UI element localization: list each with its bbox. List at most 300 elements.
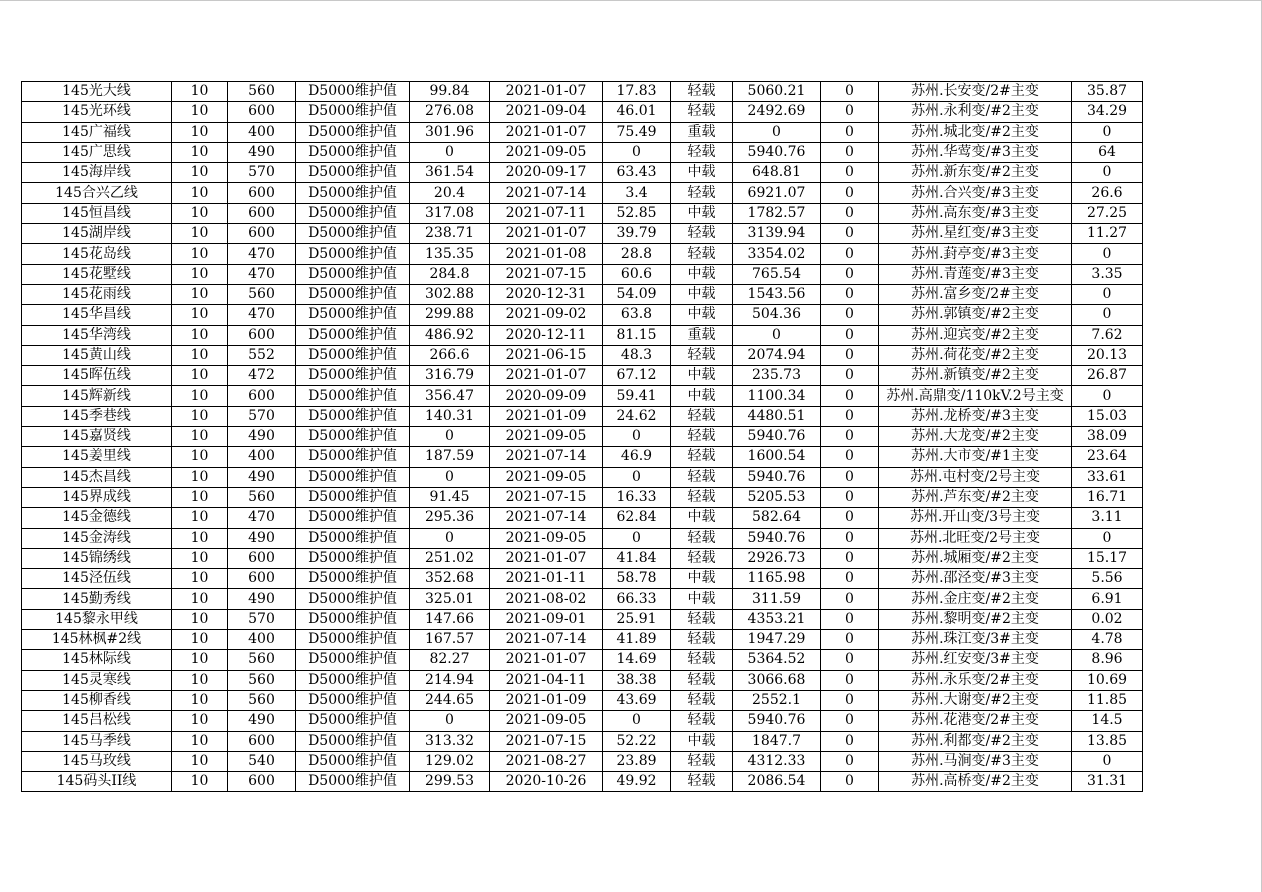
load-status-cell[interactable]: 轻载 <box>671 711 733 731</box>
feeder-name-cell[interactable]: 145花岛线 <box>22 244 172 264</box>
voltage-cell[interactable]: 10 <box>172 284 228 304</box>
load-status-cell[interactable]: 中载 <box>671 305 733 325</box>
feeder-name-cell[interactable]: 145花墅线 <box>22 264 172 284</box>
date-cell[interactable]: 2021-01-07 <box>490 366 603 386</box>
zero-value-cell[interactable]: 0 <box>821 427 879 447</box>
max-current-cell[interactable]: 0 <box>410 711 490 731</box>
last-value-cell[interactable]: 0 <box>1072 751 1143 771</box>
feeder-name-cell[interactable]: 145黎永甲线 <box>22 609 172 629</box>
date-cell[interactable]: 2021-08-27 <box>490 751 603 771</box>
date-cell[interactable]: 2021-07-14 <box>490 183 603 203</box>
last-value-cell[interactable]: 3.11 <box>1072 508 1143 528</box>
max-current-cell[interactable]: 284.8 <box>410 264 490 284</box>
last-value-cell[interactable]: 20.13 <box>1072 345 1143 365</box>
max-current-cell[interactable]: 352.68 <box>410 569 490 589</box>
feeder-name-cell[interactable]: 145林际线 <box>22 650 172 670</box>
load-status-cell[interactable]: 重载 <box>671 325 733 345</box>
date-cell[interactable]: 2021-09-05 <box>490 467 603 487</box>
date-cell[interactable]: 2021-07-14 <box>490 447 603 467</box>
available-capacity-cell[interactable]: 5205.53 <box>733 487 821 507</box>
max-current-cell[interactable]: 317.08 <box>410 203 490 223</box>
substation-transformer-cell[interactable]: 苏州.龙桥变/#3主变 <box>879 406 1072 426</box>
load-rate-cell[interactable]: 0 <box>603 467 671 487</box>
date-cell[interactable]: 2020-09-09 <box>490 386 603 406</box>
zero-value-cell[interactable]: 0 <box>821 122 879 142</box>
max-current-cell[interactable]: 266.6 <box>410 345 490 365</box>
substation-transformer-cell[interactable]: 苏州.珠江变/3#主变 <box>879 630 1072 650</box>
available-capacity-cell[interactable]: 5940.76 <box>733 142 821 162</box>
voltage-cell[interactable]: 10 <box>172 264 228 284</box>
feeder-name-cell[interactable]: 145马季线 <box>22 731 172 751</box>
load-status-cell[interactable]: 轻载 <box>671 751 733 771</box>
load-status-cell[interactable]: 轻载 <box>671 82 733 102</box>
rated-capacity-cell[interactable]: 570 <box>228 406 296 426</box>
source-cell[interactable]: D5000维护值 <box>296 670 410 690</box>
rated-capacity-cell[interactable]: 400 <box>228 122 296 142</box>
available-capacity-cell[interactable]: 1165.98 <box>733 569 821 589</box>
available-capacity-cell[interactable]: 311.59 <box>733 589 821 609</box>
source-cell[interactable]: D5000维护值 <box>296 528 410 548</box>
rated-capacity-cell[interactable]: 470 <box>228 264 296 284</box>
load-rate-cell[interactable]: 67.12 <box>603 366 671 386</box>
date-cell[interactable]: 2021-01-08 <box>490 244 603 264</box>
voltage-cell[interactable]: 10 <box>172 528 228 548</box>
last-value-cell[interactable]: 0 <box>1072 122 1143 142</box>
load-rate-cell[interactable]: 38.38 <box>603 670 671 690</box>
rated-capacity-cell[interactable]: 600 <box>228 183 296 203</box>
voltage-cell[interactable]: 10 <box>172 305 228 325</box>
load-status-cell[interactable]: 轻载 <box>671 345 733 365</box>
available-capacity-cell[interactable]: 582.64 <box>733 508 821 528</box>
last-value-cell[interactable]: 0 <box>1072 386 1143 406</box>
rated-capacity-cell[interactable]: 560 <box>228 487 296 507</box>
max-current-cell[interactable]: 302.88 <box>410 284 490 304</box>
voltage-cell[interactable]: 10 <box>172 427 228 447</box>
last-value-cell[interactable]: 15.03 <box>1072 406 1143 426</box>
last-value-cell[interactable]: 8.96 <box>1072 650 1143 670</box>
load-rate-cell[interactable]: 66.33 <box>603 589 671 609</box>
available-capacity-cell[interactable]: 4353.21 <box>733 609 821 629</box>
rated-capacity-cell[interactable]: 570 <box>228 163 296 183</box>
available-capacity-cell[interactable]: 0 <box>733 122 821 142</box>
source-cell[interactable]: D5000维护值 <box>296 244 410 264</box>
source-cell[interactable]: D5000维护值 <box>296 589 410 609</box>
load-rate-cell[interactable]: 46.9 <box>603 447 671 467</box>
last-value-cell[interactable]: 13.85 <box>1072 731 1143 751</box>
source-cell[interactable]: D5000维护值 <box>296 650 410 670</box>
available-capacity-cell[interactable]: 5940.76 <box>733 528 821 548</box>
voltage-cell[interactable]: 10 <box>172 447 228 467</box>
rated-capacity-cell[interactable]: 600 <box>228 224 296 244</box>
substation-transformer-cell[interactable]: 苏州.大市变/#1主变 <box>879 447 1072 467</box>
last-value-cell[interactable]: 0.02 <box>1072 609 1143 629</box>
source-cell[interactable]: D5000维护值 <box>296 102 410 122</box>
max-current-cell[interactable]: 214.94 <box>410 670 490 690</box>
load-rate-cell[interactable]: 0 <box>603 528 671 548</box>
last-value-cell[interactable]: 7.62 <box>1072 325 1143 345</box>
rated-capacity-cell[interactable]: 600 <box>228 569 296 589</box>
date-cell[interactable]: 2021-07-11 <box>490 203 603 223</box>
last-value-cell[interactable]: 10.69 <box>1072 670 1143 690</box>
date-cell[interactable]: 2020-12-11 <box>490 325 603 345</box>
feeder-name-cell[interactable]: 145码头II线 <box>22 772 172 792</box>
source-cell[interactable]: D5000维护值 <box>296 284 410 304</box>
feeder-name-cell[interactable]: 145灵寒线 <box>22 670 172 690</box>
load-status-cell[interactable]: 重载 <box>671 122 733 142</box>
source-cell[interactable]: D5000维护值 <box>296 183 410 203</box>
substation-transformer-cell[interactable]: 苏州.青莲变/#3主变 <box>879 264 1072 284</box>
rated-capacity-cell[interactable]: 490 <box>228 589 296 609</box>
zero-value-cell[interactable]: 0 <box>821 163 879 183</box>
available-capacity-cell[interactable]: 2492.69 <box>733 102 821 122</box>
substation-transformer-cell[interactable]: 苏州.高桥变/#2主变 <box>879 772 1072 792</box>
feeder-name-cell[interactable]: 145季巷线 <box>22 406 172 426</box>
source-cell[interactable]: D5000维护值 <box>296 487 410 507</box>
voltage-cell[interactable]: 10 <box>172 487 228 507</box>
last-value-cell[interactable]: 26.6 <box>1072 183 1143 203</box>
available-capacity-cell[interactable]: 5364.52 <box>733 650 821 670</box>
zero-value-cell[interactable]: 0 <box>821 609 879 629</box>
substation-transformer-cell[interactable]: 苏州.星红变/#3主变 <box>879 224 1072 244</box>
max-current-cell[interactable]: 0 <box>410 528 490 548</box>
available-capacity-cell[interactable]: 1847.7 <box>733 731 821 751</box>
load-rate-cell[interactable]: 0 <box>603 427 671 447</box>
last-value-cell[interactable]: 6.91 <box>1072 589 1143 609</box>
date-cell[interactable]: 2021-01-09 <box>490 406 603 426</box>
voltage-cell[interactable]: 10 <box>172 203 228 223</box>
substation-transformer-cell[interactable]: 苏州.富乡变/2#主变 <box>879 284 1072 304</box>
source-cell[interactable]: D5000维护值 <box>296 325 410 345</box>
date-cell[interactable]: 2021-01-07 <box>490 224 603 244</box>
date-cell[interactable]: 2021-07-15 <box>490 264 603 284</box>
load-status-cell[interactable]: 轻载 <box>671 548 733 568</box>
feeder-name-cell[interactable]: 145界成线 <box>22 487 172 507</box>
voltage-cell[interactable]: 10 <box>172 589 228 609</box>
available-capacity-cell[interactable]: 5060.21 <box>733 82 821 102</box>
zero-value-cell[interactable]: 0 <box>821 751 879 771</box>
max-current-cell[interactable]: 0 <box>410 142 490 162</box>
load-rate-cell[interactable]: 24.62 <box>603 406 671 426</box>
zero-value-cell[interactable]: 0 <box>821 244 879 264</box>
feeder-name-cell[interactable]: 145金德线 <box>22 508 172 528</box>
source-cell[interactable]: D5000维护值 <box>296 711 410 731</box>
load-status-cell[interactable]: 中载 <box>671 731 733 751</box>
available-capacity-cell[interactable]: 504.36 <box>733 305 821 325</box>
substation-transformer-cell[interactable]: 苏州.高东变/#3主变 <box>879 203 1072 223</box>
date-cell[interactable]: 2021-09-05 <box>490 528 603 548</box>
rated-capacity-cell[interactable]: 540 <box>228 751 296 771</box>
voltage-cell[interactable]: 10 <box>172 650 228 670</box>
last-value-cell[interactable]: 5.56 <box>1072 569 1143 589</box>
load-status-cell[interactable]: 中载 <box>671 163 733 183</box>
voltage-cell[interactable]: 10 <box>172 224 228 244</box>
date-cell[interactable]: 2021-09-05 <box>490 427 603 447</box>
substation-transformer-cell[interactable]: 苏州.黎明变/#2主变 <box>879 609 1072 629</box>
substation-transformer-cell[interactable]: 苏州.北旺变/2号主变 <box>879 528 1072 548</box>
date-cell[interactable]: 2020-09-17 <box>490 163 603 183</box>
zero-value-cell[interactable]: 0 <box>821 711 879 731</box>
last-value-cell[interactable]: 4.78 <box>1072 630 1143 650</box>
max-current-cell[interactable]: 361.54 <box>410 163 490 183</box>
feeder-name-cell[interactable]: 145光环线 <box>22 102 172 122</box>
voltage-cell[interactable]: 10 <box>172 122 228 142</box>
max-current-cell[interactable]: 251.02 <box>410 548 490 568</box>
source-cell[interactable]: D5000维护值 <box>296 82 410 102</box>
zero-value-cell[interactable]: 0 <box>821 203 879 223</box>
last-value-cell[interactable]: 15.17 <box>1072 548 1143 568</box>
substation-transformer-cell[interactable]: 苏州.高鼎变/110kV.2号主变 <box>879 386 1072 406</box>
feeder-name-cell[interactable]: 145广福线 <box>22 122 172 142</box>
voltage-cell[interactable]: 10 <box>172 731 228 751</box>
voltage-cell[interactable]: 10 <box>172 569 228 589</box>
last-value-cell[interactable]: 0 <box>1072 528 1143 548</box>
load-status-cell[interactable]: 轻载 <box>671 528 733 548</box>
zero-value-cell[interactable]: 0 <box>821 82 879 102</box>
load-rate-cell[interactable]: 62.84 <box>603 508 671 528</box>
voltage-cell[interactable]: 10 <box>172 406 228 426</box>
last-value-cell[interactable]: 11.27 <box>1072 224 1143 244</box>
max-current-cell[interactable]: 129.02 <box>410 751 490 771</box>
voltage-cell[interactable]: 10 <box>172 548 228 568</box>
voltage-cell[interactable]: 10 <box>172 609 228 629</box>
max-current-cell[interactable]: 301.96 <box>410 122 490 142</box>
last-value-cell[interactable]: 38.09 <box>1072 427 1143 447</box>
load-rate-cell[interactable]: 54.09 <box>603 284 671 304</box>
feeder-name-cell[interactable]: 145吕松线 <box>22 711 172 731</box>
voltage-cell[interactable]: 10 <box>172 163 228 183</box>
voltage-cell[interactable]: 10 <box>172 142 228 162</box>
date-cell[interactable]: 2020-12-31 <box>490 284 603 304</box>
rated-capacity-cell[interactable]: 400 <box>228 447 296 467</box>
feeder-name-cell[interactable]: 145金涛线 <box>22 528 172 548</box>
voltage-cell[interactable]: 10 <box>172 102 228 122</box>
zero-value-cell[interactable]: 0 <box>821 447 879 467</box>
available-capacity-cell[interactable]: 2552.1 <box>733 690 821 710</box>
feeder-name-cell[interactable]: 145恒昌线 <box>22 203 172 223</box>
substation-transformer-cell[interactable]: 苏州.花港变/2#主变 <box>879 711 1072 731</box>
last-value-cell[interactable]: 35.87 <box>1072 82 1143 102</box>
load-status-cell[interactable]: 中载 <box>671 203 733 223</box>
available-capacity-cell[interactable]: 1543.56 <box>733 284 821 304</box>
substation-transformer-cell[interactable]: 苏州.迎宾变/#2主变 <box>879 325 1072 345</box>
rated-capacity-cell[interactable]: 490 <box>228 142 296 162</box>
max-current-cell[interactable]: 356.47 <box>410 386 490 406</box>
rated-capacity-cell[interactable]: 560 <box>228 670 296 690</box>
voltage-cell[interactable]: 10 <box>172 183 228 203</box>
source-cell[interactable]: D5000维护值 <box>296 406 410 426</box>
source-cell[interactable]: D5000维护值 <box>296 772 410 792</box>
rated-capacity-cell[interactable]: 470 <box>228 508 296 528</box>
rated-capacity-cell[interactable]: 490 <box>228 711 296 731</box>
substation-transformer-cell[interactable]: 苏州.芦东变/#2主变 <box>879 487 1072 507</box>
rated-capacity-cell[interactable]: 400 <box>228 630 296 650</box>
substation-transformer-cell[interactable]: 苏州.荷花变/#2主变 <box>879 345 1072 365</box>
max-current-cell[interactable]: 135.35 <box>410 244 490 264</box>
source-cell[interactable]: D5000维护值 <box>296 122 410 142</box>
load-rate-cell[interactable]: 16.33 <box>603 487 671 507</box>
max-current-cell[interactable]: 99.84 <box>410 82 490 102</box>
source-cell[interactable]: D5000维护值 <box>296 224 410 244</box>
max-current-cell[interactable]: 147.66 <box>410 609 490 629</box>
source-cell[interactable]: D5000维护值 <box>296 630 410 650</box>
date-cell[interactable]: 2021-09-05 <box>490 711 603 731</box>
zero-value-cell[interactable]: 0 <box>821 305 879 325</box>
load-rate-cell[interactable]: 63.43 <box>603 163 671 183</box>
max-current-cell[interactable]: 276.08 <box>410 102 490 122</box>
available-capacity-cell[interactable]: 2926.73 <box>733 548 821 568</box>
available-capacity-cell[interactable]: 2086.54 <box>733 772 821 792</box>
date-cell[interactable]: 2021-09-04 <box>490 102 603 122</box>
source-cell[interactable]: D5000维护值 <box>296 548 410 568</box>
max-current-cell[interactable]: 0 <box>410 427 490 447</box>
voltage-cell[interactable]: 10 <box>172 670 228 690</box>
zero-value-cell[interactable]: 0 <box>821 224 879 244</box>
feeder-name-cell[interactable]: 145柳香线 <box>22 690 172 710</box>
source-cell[interactable]: D5000维护值 <box>296 366 410 386</box>
date-cell[interactable]: 2021-01-09 <box>490 690 603 710</box>
load-rate-cell[interactable]: 41.84 <box>603 548 671 568</box>
date-cell[interactable]: 2021-04-11 <box>490 670 603 690</box>
load-rate-cell[interactable]: 49.92 <box>603 772 671 792</box>
zero-value-cell[interactable]: 0 <box>821 548 879 568</box>
available-capacity-cell[interactable]: 765.54 <box>733 264 821 284</box>
rated-capacity-cell[interactable]: 560 <box>228 284 296 304</box>
feeder-name-cell[interactable]: 145合兴乙线 <box>22 183 172 203</box>
load-rate-cell[interactable]: 58.78 <box>603 569 671 589</box>
rated-capacity-cell[interactable]: 490 <box>228 427 296 447</box>
available-capacity-cell[interactable]: 1947.29 <box>733 630 821 650</box>
substation-transformer-cell[interactable]: 苏州.屯村变/2号主变 <box>879 467 1072 487</box>
load-status-cell[interactable]: 轻载 <box>671 772 733 792</box>
feeder-name-cell[interactable]: 145杰昌线 <box>22 467 172 487</box>
load-rate-cell[interactable]: 46.01 <box>603 102 671 122</box>
substation-transformer-cell[interactable]: 苏州.利都变/#2主变 <box>879 731 1072 751</box>
max-current-cell[interactable]: 20.4 <box>410 183 490 203</box>
max-current-cell[interactable]: 82.27 <box>410 650 490 670</box>
load-status-cell[interactable]: 轻载 <box>671 183 733 203</box>
available-capacity-cell[interactable]: 4480.51 <box>733 406 821 426</box>
load-rate-cell[interactable]: 28.8 <box>603 244 671 264</box>
load-status-cell[interactable]: 中载 <box>671 386 733 406</box>
zero-value-cell[interactable]: 0 <box>821 508 879 528</box>
last-value-cell[interactable]: 0 <box>1072 284 1143 304</box>
max-current-cell[interactable]: 313.32 <box>410 731 490 751</box>
zero-value-cell[interactable]: 0 <box>821 345 879 365</box>
substation-transformer-cell[interactable]: 苏州.长安变/2#主变 <box>879 82 1072 102</box>
available-capacity-cell[interactable]: 4312.33 <box>733 751 821 771</box>
date-cell[interactable]: 2021-01-07 <box>490 548 603 568</box>
source-cell[interactable]: D5000维护值 <box>296 345 410 365</box>
source-cell[interactable]: D5000维护值 <box>296 305 410 325</box>
date-cell[interactable]: 2021-07-15 <box>490 487 603 507</box>
max-current-cell[interactable]: 238.71 <box>410 224 490 244</box>
load-rate-cell[interactable]: 75.49 <box>603 122 671 142</box>
load-rate-cell[interactable]: 25.91 <box>603 609 671 629</box>
feeder-name-cell[interactable]: 145晖伍线 <box>22 366 172 386</box>
zero-value-cell[interactable]: 0 <box>821 569 879 589</box>
load-rate-cell[interactable]: 17.83 <box>603 82 671 102</box>
available-capacity-cell[interactable]: 3066.68 <box>733 670 821 690</box>
load-status-cell[interactable]: 轻载 <box>671 630 733 650</box>
feeder-name-cell[interactable]: 145广思线 <box>22 142 172 162</box>
voltage-cell[interactable]: 10 <box>172 690 228 710</box>
substation-transformer-cell[interactable]: 苏州.红安变/3#主变 <box>879 650 1072 670</box>
available-capacity-cell[interactable]: 6921.07 <box>733 183 821 203</box>
load-status-cell[interactable]: 中载 <box>671 264 733 284</box>
load-status-cell[interactable]: 轻载 <box>671 224 733 244</box>
rated-capacity-cell[interactable]: 570 <box>228 609 296 629</box>
max-current-cell[interactable]: 167.57 <box>410 630 490 650</box>
feeder-name-cell[interactable]: 145辉新线 <box>22 386 172 406</box>
last-value-cell[interactable]: 27.25 <box>1072 203 1143 223</box>
voltage-cell[interactable]: 10 <box>172 345 228 365</box>
max-current-cell[interactable]: 187.59 <box>410 447 490 467</box>
load-rate-cell[interactable]: 43.69 <box>603 690 671 710</box>
max-current-cell[interactable]: 140.31 <box>410 406 490 426</box>
substation-transformer-cell[interactable]: 苏州.马涧变/#3主变 <box>879 751 1072 771</box>
load-status-cell[interactable]: 轻载 <box>671 102 733 122</box>
rated-capacity-cell[interactable]: 472 <box>228 366 296 386</box>
source-cell[interactable]: D5000维护值 <box>296 751 410 771</box>
last-value-cell[interactable]: 64 <box>1072 142 1143 162</box>
zero-value-cell[interactable]: 0 <box>821 284 879 304</box>
feeder-name-cell[interactable]: 145马玫线 <box>22 751 172 771</box>
substation-transformer-cell[interactable]: 苏州.葑亭变/#3主变 <box>879 244 1072 264</box>
load-status-cell[interactable]: 轻载 <box>671 427 733 447</box>
zero-value-cell[interactable]: 0 <box>821 650 879 670</box>
source-cell[interactable]: D5000维护值 <box>296 731 410 751</box>
zero-value-cell[interactable]: 0 <box>821 406 879 426</box>
load-status-cell[interactable]: 中载 <box>671 366 733 386</box>
load-rate-cell[interactable]: 23.89 <box>603 751 671 771</box>
load-rate-cell[interactable]: 48.3 <box>603 345 671 365</box>
substation-transformer-cell[interactable]: 苏州.城北变/#2主变 <box>879 122 1072 142</box>
feeder-name-cell[interactable]: 145华昌线 <box>22 305 172 325</box>
rated-capacity-cell[interactable]: 470 <box>228 244 296 264</box>
load-rate-cell[interactable]: 14.69 <box>603 650 671 670</box>
date-cell[interactable]: 2021-01-07 <box>490 122 603 142</box>
max-current-cell[interactable]: 244.65 <box>410 690 490 710</box>
rated-capacity-cell[interactable]: 600 <box>228 548 296 568</box>
available-capacity-cell[interactable]: 1600.54 <box>733 447 821 467</box>
voltage-cell[interactable]: 10 <box>172 366 228 386</box>
substation-transformer-cell[interactable]: 苏州.金庄变/#2主变 <box>879 589 1072 609</box>
available-capacity-cell[interactable]: 3354.02 <box>733 244 821 264</box>
substation-transformer-cell[interactable]: 苏州.新镇变/#2主变 <box>879 366 1072 386</box>
feeder-name-cell[interactable]: 145湖岸线 <box>22 224 172 244</box>
source-cell[interactable]: D5000维护值 <box>296 427 410 447</box>
date-cell[interactable]: 2021-01-07 <box>490 82 603 102</box>
source-cell[interactable]: D5000维护值 <box>296 609 410 629</box>
load-rate-cell[interactable]: 0 <box>603 711 671 731</box>
date-cell[interactable]: 2021-06-15 <box>490 345 603 365</box>
last-value-cell[interactable]: 3.35 <box>1072 264 1143 284</box>
date-cell[interactable]: 2021-08-02 <box>490 589 603 609</box>
source-cell[interactable]: D5000维护值 <box>296 163 410 183</box>
max-current-cell[interactable]: 486.92 <box>410 325 490 345</box>
last-value-cell[interactable]: 0 <box>1072 244 1143 264</box>
zero-value-cell[interactable]: 0 <box>821 183 879 203</box>
substation-transformer-cell[interactable]: 苏州.合兴变/#3主变 <box>879 183 1072 203</box>
substation-transformer-cell[interactable]: 苏州.永利变/#2主变 <box>879 102 1072 122</box>
max-current-cell[interactable]: 0 <box>410 467 490 487</box>
zero-value-cell[interactable]: 0 <box>821 670 879 690</box>
load-status-cell[interactable]: 中载 <box>671 508 733 528</box>
voltage-cell[interactable]: 10 <box>172 467 228 487</box>
feeder-name-cell[interactable]: 145嘉贤线 <box>22 427 172 447</box>
load-status-cell[interactable]: 中载 <box>671 589 733 609</box>
source-cell[interactable]: D5000维护值 <box>296 142 410 162</box>
